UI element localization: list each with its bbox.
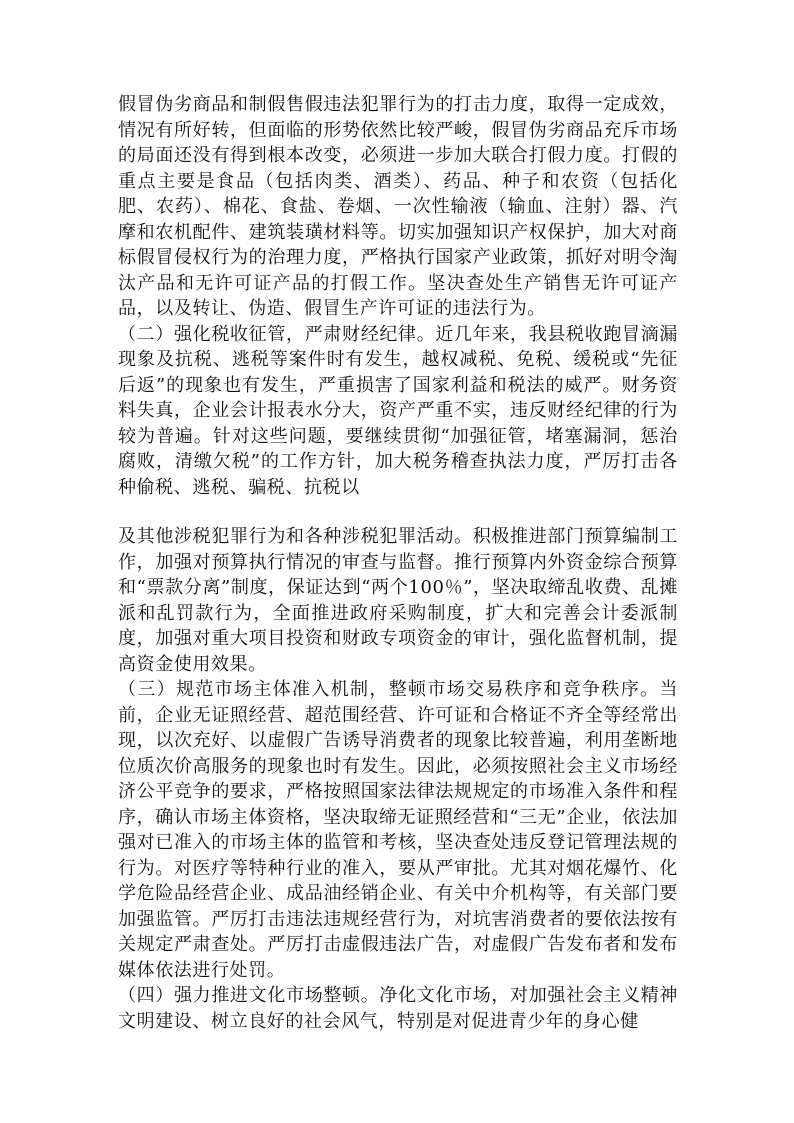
paragraph-culture-market: （四）强力推进文化市场整顿。净化文化市场，对加强社会主义精神文明建设、树立良好的社会风气，特别是对促进青少年的身心健 (118, 985, 678, 1032)
text-block-lower (118, 524, 678, 1034)
paragraph-anti-counterfeit: 假冒伪劣商品和制假售假违法犯罪行为的打击力度，取得一定成效，情况有所好转，但面临的形势依然比较严峻，假冒伪劣商品充斥市场的局面还没有得到根本改变，必须进一步加大联合打假力度。打假的重点主要是食品（包括肉类、酒类）、药品、种子和农资（包括化肥、农药）、棉花、食盐、卷烟、一次性输液（输血、注射）器、汽摩和农机配件、建筑装璜材料等。切实加强知识产权保护，加大对商标假冒侵权行为的治理力度，严格执行国家产业政策，抓好对明令淘汰产品和无许可证产品的打假工作。坚决查处生产销售无许可证产品，以及转让、伪造、假冒生产许可证的违法行为。 (118, 94, 678, 319)
paragraph-tax-collection: （二）强化税收征管，严肃财经纪律。近几年来，我县税收跑冒滴漏现象及抗税、逃税等案件时有发生，越权减税、免税、缓税或“先征后返”的现象也有发生，严重损害了国家利益和税法的威严。财务资料失真，企业会计报表水分大，资产严重不实，违反财经纪律的行为较为普遍。针对这些问题，要继续贯彻“加强征管，堵塞漏洞，惩治腐败，清缴欠税”的工作方针，加大税务稽查执法力度，严厉打击各种偷税、逃税、骗税、抗税以 (118, 323, 678, 498)
text-block-upper (118, 92, 678, 500)
paragraph-tax-continuation: 及其他涉税犯罪行为和各种涉税犯罪活动。积极推进部门预算编制工作，加强对预算执行情况的审查与监督。推行预算内外资金综合预算和“票款分离”制度，保证达到“两个100％”，坚决取缔乱收费、乱摊派和乱罚款行为，全面推进政府采购制度，扩大和完善会计委派制度，加强对重大项目投资和财政专项资金的审计，强化监督机制，提高资金使用效果。 (118, 526, 678, 675)
paragraph-market-access: （三）规范市场主体准入机制，整顿市场交易秩序和竞争秩序。当前，企业无证照经营、超范围经营、许可证和合格证不齐全等经常出现，以次充好、以虚假广告诱导消费者的现象比较普遍，利用垄断地位质次价高服务的现象也时有发生。因此，必须按照社会主义市场经济公平竞争的要求，严格按照国家法律法规规定的市场准入条件和程序，确认市场主体资格，坚决取缔无证照经营和“三无”企业，依法加强对已准入的市场主体的监管和考核，坚决查处违反登记管理法规的行为。对医疗等特种行业的准入，要从严审批。尤其对烟花爆竹、化学危险品经营企业、成品油经销企业、有关中介机构等，有关部门要加强监管。严厉打击违法违规经营行为，对坑害消费者的要依法按有关规定严肃查处。严厉打击虚假违法广告，对虚假广告发布者和发布媒体依法进行处罚。 (118, 679, 678, 981)
